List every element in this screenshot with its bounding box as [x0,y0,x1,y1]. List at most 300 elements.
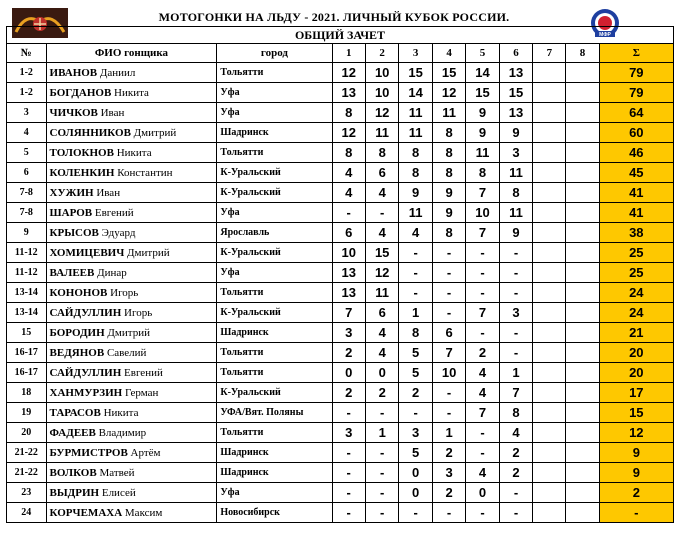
stage-score-cell: 6 [332,223,365,243]
rider-name-cell [46,323,217,343]
col-header-stage-3: 3 [399,44,432,63]
stage-score-cell: 10 [466,203,499,223]
stage-score-cell: 9 [432,183,465,203]
stage-score-cell: - [332,203,365,223]
city-cell: УФА/Вят. Поляны [217,403,332,423]
stage-score-cell [566,123,599,143]
place-cell: 5 [7,143,47,163]
rider-name-cell [46,63,217,83]
stage-score-cell: - [466,443,499,463]
total-points-cell: 41 [599,203,673,223]
stage-score-cell: - [332,403,365,423]
city-cell: Новосибирск [217,503,332,523]
rider-surname: ВОЛКОВ [49,466,97,479]
rider-first-name: Дмитрий [133,126,177,139]
rider-surname: ЧИЧКОВ [49,106,98,119]
rider-name-cell [46,503,217,523]
table-row [7,183,674,203]
table-row [7,443,674,463]
stage-score-cell: - [499,243,532,263]
stage-score-cell: 12 [365,263,398,283]
rider-name-cell [46,263,217,283]
stage-score-cell: 9 [466,123,499,143]
total-points-cell: 24 [599,283,673,303]
rider-name-cell [46,363,217,383]
stage-score-cell [566,323,599,343]
rider-first-name: Эдуард [101,226,136,239]
stage-score-cell [566,383,599,403]
table-row [7,463,674,483]
stage-score-cell: 3 [432,463,465,483]
stage-score-cell: 2 [365,383,398,403]
stage-score-cell [533,243,566,263]
stage-score-cell: 4 [466,363,499,383]
stage-score-cell: 14 [399,83,432,103]
stage-score-cell [566,143,599,163]
stage-score-cell: - [499,283,532,303]
rider-first-name: Иван [96,186,121,199]
stage-score-cell [533,363,566,383]
stage-score-cell: 5 [399,363,432,383]
city-cell: Тольятти [217,143,332,163]
rider-first-name: Матвей [99,466,135,479]
place-cell: 21-22 [7,443,47,463]
rider-surname: ТАРАСОВ [49,406,101,419]
table-row [7,63,674,83]
place-cell: 16-17 [7,363,47,383]
stage-score-cell: 11 [499,203,532,223]
place-cell: 4 [7,123,47,143]
stage-score-cell: - [365,503,398,523]
total-points-cell: 9 [599,463,673,483]
rider-surname: СОЛЯННИКОВ [49,126,131,139]
stage-score-cell: 9 [499,223,532,243]
stage-score-cell: 11 [399,123,432,143]
table-row [7,143,674,163]
stage-score-cell [533,83,566,103]
col-header-city: город [217,44,332,63]
col-header-stage-2: 2 [365,44,398,63]
stage-score-cell [566,503,599,523]
stage-score-cell: - [432,383,465,403]
stage-score-cell: - [365,483,398,503]
rider-name-cell [46,443,217,463]
stage-score-cell: 1 [432,423,465,443]
stage-score-cell: 13 [332,263,365,283]
stage-score-cell: 11 [399,103,432,123]
total-points-cell: 41 [599,183,673,203]
table-row [7,343,674,363]
rider-name-cell [46,223,217,243]
city-cell: Тольятти [217,363,332,383]
place-cell: 1-2 [7,63,47,83]
stage-score-cell: 5 [399,343,432,363]
place-cell: 3 [7,103,47,123]
rider-surname: ТОЛОКНОВ [49,146,114,159]
stage-score-cell [566,183,599,203]
table-row [7,423,674,443]
table-row [7,163,674,183]
stage-score-cell: - [332,503,365,523]
city-cell: Шадринск [217,323,332,343]
stage-score-cell: - [499,483,532,503]
stage-score-cell: - [365,443,398,463]
stage-score-cell: 2 [432,443,465,463]
rider-first-name: Евгений [94,206,134,219]
stage-score-cell: 2 [332,383,365,403]
stage-score-cell [566,483,599,503]
stage-score-cell [533,303,566,323]
rider-surname: ШАРОВ [49,206,93,219]
stage-score-cell: 8 [432,143,465,163]
city-cell: К-Уральский [217,243,332,263]
stage-score-cell [533,203,566,223]
page-title: МОТОГОНКИ НА ЛЬДУ - 2021. ЛИЧНЫЙ КУБОК РОССИИ. [158,10,510,24]
stage-score-cell [566,283,599,303]
rider-name-cell [46,243,217,263]
stage-score-cell: 7 [499,383,532,403]
stage-score-cell: 2 [332,343,365,363]
table-row [7,103,674,123]
table-row [7,243,674,263]
stage-score-cell: 4 [332,183,365,203]
stage-score-cell: - [499,263,532,283]
stage-score-cell: 8 [399,323,432,343]
stage-score-cell: 14 [466,63,499,83]
rider-name-cell [46,463,217,483]
stage-score-cell: 2 [466,343,499,363]
stage-score-cell [566,223,599,243]
city-cell: К-Уральский [217,183,332,203]
rider-name-cell [46,343,217,363]
stage-score-cell: 10 [332,243,365,263]
place-cell: 13-14 [7,303,47,323]
rider-name-cell [46,283,217,303]
rider-first-name: Динар [97,266,127,279]
table-row [7,263,674,283]
stage-score-cell [566,263,599,283]
stage-score-cell: 4 [365,183,398,203]
table-row [7,363,674,383]
stage-score-cell: 11 [399,203,432,223]
col-header-stage-5: 5 [466,44,499,63]
stage-score-cell: - [399,403,432,423]
stage-score-cell [566,443,599,463]
rider-first-name: Дмитрий [107,326,150,339]
place-cell: 7-8 [7,183,47,203]
total-points-cell: 20 [599,363,673,383]
place-cell: 13-14 [7,283,47,303]
total-points-cell: 45 [599,163,673,183]
stage-score-cell: 8 [399,143,432,163]
stage-score-cell: - [365,403,398,423]
city-cell: Тольятти [217,283,332,303]
table-row [7,203,674,223]
stage-score-cell: 10 [432,363,465,383]
stage-score-cell [533,383,566,403]
rider-surname: ВАЛЕЕВ [49,266,95,279]
rider-first-name: Владимир [98,426,147,439]
stage-score-cell: 9 [466,103,499,123]
rider-first-name: Игорь [124,306,153,319]
col-header-name: ФИО гонщика [46,44,217,63]
place-cell: 7-8 [7,203,47,223]
stage-score-cell: 5 [399,443,432,463]
table-row [7,223,674,243]
rider-surname: БОГДАНОВ [49,86,112,99]
table-row [7,503,674,523]
col-header-stage-6: 6 [499,44,532,63]
stage-score-cell: 8 [499,403,532,423]
stage-score-cell: 3 [332,323,365,343]
stage-score-cell: 4 [332,163,365,183]
total-points-cell: 79 [599,63,673,83]
rider-surname: ФАДЕЕВ [49,426,96,439]
rider-name-cell [46,303,217,323]
place-cell: 24 [7,503,47,523]
rider-surname: БОРОДИН [49,326,105,339]
rider-surname: ХОМИЦЕВИЧ [49,246,125,259]
stage-score-cell: 4 [466,463,499,483]
col-header-stage-7: 7 [533,44,566,63]
stage-score-cell: 0 [332,363,365,383]
stage-score-cell [566,103,599,123]
stage-score-cell: - [432,403,465,423]
city-cell: Уфа [217,83,332,103]
total-points-cell: 21 [599,323,673,343]
city-cell: К-Уральский [217,163,332,183]
stage-score-cell: 10 [365,63,398,83]
table-header-row [7,44,674,63]
federation-logo-text: МФР [599,32,611,38]
stage-score-cell: 2 [499,443,532,463]
stage-score-cell: - [432,503,465,523]
city-cell: Тольятти [217,343,332,363]
place-cell: 11-12 [7,243,47,263]
total-points-cell: 64 [599,103,673,123]
stage-score-cell: 3 [499,143,532,163]
stage-score-cell [533,343,566,363]
stage-score-cell: 13 [332,283,365,303]
stage-score-cell: 8 [432,163,465,183]
stage-score-cell: 10 [365,83,398,103]
stage-score-cell: 8 [365,143,398,163]
stage-score-cell: 11 [466,143,499,163]
total-points-cell: - [599,503,673,523]
stage-score-cell: 7 [466,183,499,203]
rider-name-cell [46,483,217,503]
stage-score-cell [566,463,599,483]
stage-score-cell [533,283,566,303]
stage-score-cell: 12 [332,123,365,143]
rider-surname: КОЛЕНКИН [49,166,115,179]
place-cell: 18 [7,383,47,403]
rider-first-name: Игорь [110,286,139,299]
rider-surname: ХАНМУРЗИН [49,386,123,399]
stage-score-cell: - [399,243,432,263]
stage-score-cell [533,143,566,163]
stage-score-cell: - [466,283,499,303]
stage-score-cell: - [432,243,465,263]
rider-surname: КОРЧЕМАХА [49,506,123,519]
stage-score-cell [566,403,599,423]
city-cell: Тольятти [217,423,332,443]
stage-score-cell [566,423,599,443]
rider-name-cell [46,83,217,103]
city-cell: Тольятти [217,63,332,83]
stage-score-cell: 8 [432,223,465,243]
place-cell: 16-17 [7,343,47,363]
rider-surname: ВЫДРИН [49,486,100,499]
stage-score-cell [533,63,566,83]
stage-score-cell [566,203,599,223]
place-cell: 15 [7,323,47,343]
stage-score-cell: - [399,503,432,523]
total-points-cell: 20 [599,343,673,363]
stage-score-cell: 6 [365,163,398,183]
stage-score-cell: 9 [499,123,532,143]
total-points-cell: 38 [599,223,673,243]
rider-surname: КРЫСОВ [49,226,99,239]
stage-score-cell: - [332,463,365,483]
rider-surname: ИВАНОВ [49,66,98,79]
col-header-stage-4: 4 [432,44,465,63]
stage-score-cell: - [365,203,398,223]
place-cell: 23 [7,483,47,503]
rider-first-name: Евгений [124,366,163,379]
total-points-cell: 9 [599,443,673,463]
rider-first-name: Артём [130,446,161,459]
stage-score-cell: - [499,503,532,523]
stage-score-cell: 7 [466,223,499,243]
stage-score-cell: 0 [466,483,499,503]
table-row [7,303,674,323]
stage-score-cell: - [466,263,499,283]
stage-score-cell: 3 [332,423,365,443]
stage-score-cell: - [399,283,432,303]
stage-score-cell: 9 [399,183,432,203]
place-cell: 19 [7,403,47,423]
stage-score-cell: 13 [499,63,532,83]
place-cell: 20 [7,423,47,443]
stage-score-cell: 7 [332,303,365,323]
stage-score-cell [566,63,599,83]
stage-score-cell: 7 [432,343,465,363]
stage-score-cell: 0 [399,463,432,483]
stage-score-cell: - [499,323,532,343]
table-row [7,83,674,103]
stage-score-cell: 6 [365,303,398,323]
city-cell: Уфа [217,483,332,503]
total-points-cell: 24 [599,303,673,323]
stage-score-cell: 15 [365,243,398,263]
stage-score-cell: 12 [432,83,465,103]
rider-first-name: Дмитрий [127,246,170,259]
city-cell: Уфа [217,263,332,283]
stage-score-cell: 9 [432,203,465,223]
table-row [7,123,674,143]
rider-surname: БУРМИСТРОВ [49,446,128,459]
stage-score-cell: 4 [365,323,398,343]
rider-surname: ВЕДЯНОВ [49,346,105,359]
table-row [7,403,674,423]
total-points-cell: 17 [599,383,673,403]
stage-score-cell [533,163,566,183]
stage-score-cell: 8 [466,163,499,183]
stage-score-cell: 7 [466,403,499,423]
stage-score-cell: 12 [332,63,365,83]
results-table [6,26,674,523]
stage-score-cell: 15 [466,83,499,103]
stage-score-cell: 15 [399,63,432,83]
stage-score-cell: 13 [332,83,365,103]
stage-score-cell [533,103,566,123]
stage-score-cell [566,343,599,363]
table-row [7,483,674,503]
table-row [7,283,674,303]
stage-score-cell: 8 [432,123,465,143]
stage-score-cell [533,483,566,503]
stage-score-cell: - [466,243,499,263]
col-header-stage-8: 8 [566,44,599,63]
rider-name-cell [46,123,217,143]
city-cell: Уфа [217,103,332,123]
stage-score-cell [533,443,566,463]
stage-score-cell [533,223,566,243]
table-subtitle: ОБЩИЙ ЗАЧЕТ [7,27,674,44]
city-cell: Уфа [217,203,332,223]
stage-score-cell: 4 [499,423,532,443]
stage-score-cell: - [432,263,465,283]
stage-score-cell [533,423,566,443]
col-header-place: № [7,44,47,63]
total-points-cell: 60 [599,123,673,143]
stage-score-cell: 4 [466,383,499,403]
place-cell: 21-22 [7,463,47,483]
stage-score-cell: 2 [399,383,432,403]
rider-name-cell [46,403,217,423]
stage-score-cell: 13 [499,103,532,123]
stage-score-cell: - [466,323,499,343]
rider-name-cell [46,203,217,223]
rider-first-name: Никита [103,406,139,419]
place-cell: 1-2 [7,83,47,103]
total-points-cell: 15 [599,403,673,423]
stage-score-cell: - [432,283,465,303]
stage-score-cell: 8 [332,143,365,163]
rider-first-name: Елисей [101,486,136,499]
table-row [7,323,674,343]
stage-score-cell: 4 [365,343,398,363]
stage-score-cell [566,163,599,183]
rider-first-name: Константин [117,166,173,179]
stage-score-cell [533,323,566,343]
table-row [7,383,674,403]
rider-name-cell [46,163,217,183]
total-points-cell: 25 [599,263,673,283]
stage-score-cell: 11 [365,123,398,143]
stage-score-cell [533,503,566,523]
rider-name-cell [46,183,217,203]
rider-name-cell [46,143,217,163]
city-cell: Шадринск [217,463,332,483]
rider-first-name: Иван [100,106,125,119]
stage-score-cell [566,243,599,263]
stage-score-cell: - [466,423,499,443]
rider-first-name: Никита [116,146,152,159]
place-cell: 9 [7,223,47,243]
rider-surname: САЙДУЛЛИН [49,366,122,379]
